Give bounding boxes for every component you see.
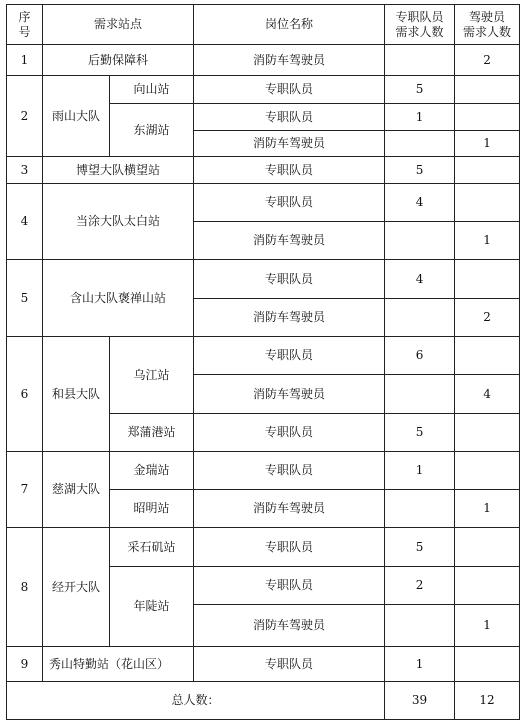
station-cell: 东湖站 — [110, 104, 194, 157]
total-label: 总人数： — [7, 682, 385, 720]
position-cell: 消防车驾驶员 — [194, 131, 385, 157]
firefighter-count-cell: 6 — [385, 337, 455, 375]
firefighter-count-cell — [385, 299, 455, 337]
firefighter-count-cell: 1 — [385, 452, 455, 490]
station-cell: 金瑞站 — [110, 452, 194, 490]
firefighter-count-cell — [385, 490, 455, 528]
firefighter-count-cell — [385, 605, 455, 647]
driver-count-cell — [455, 528, 520, 567]
station-cell: 含山大队褒禅山站 — [43, 260, 194, 337]
header-seq: 序 号 — [7, 5, 43, 45]
brigade-cell: 雨山大队 — [43, 76, 110, 157]
brigade-cell: 和县大队 — [43, 337, 110, 452]
brigade-cell: 慈湖大队 — [43, 452, 110, 528]
station-cell: 后勤保障科 — [43, 45, 194, 76]
driver-count-cell — [455, 184, 520, 222]
station-cell: 秀山特勤站（花山区） — [43, 647, 194, 682]
firefighter-count-cell — [385, 45, 455, 76]
position-cell: 专职队员 — [194, 76, 385, 104]
total-driver-count: 12 — [455, 682, 520, 720]
table-row — [7, 452, 520, 490]
driver-count-cell: 2 — [455, 299, 520, 337]
table-row — [7, 45, 520, 76]
position-cell: 专职队员 — [194, 567, 385, 605]
station-cell: 昭明站 — [110, 490, 194, 528]
station-cell: 当涂大队太白站 — [43, 184, 194, 260]
driver-count-cell: 4 — [455, 375, 520, 414]
firefighter-count-cell — [385, 375, 455, 414]
table-row — [7, 157, 520, 184]
seq-cell: 6 — [7, 337, 43, 452]
driver-count-cell: 1 — [455, 605, 520, 647]
seq-cell: 1 — [7, 45, 43, 76]
firefighter-count-cell: 2 — [385, 567, 455, 605]
station-cell: 采石矶站 — [110, 528, 194, 567]
station-cell: 博望大队横望站 — [43, 157, 194, 184]
firefighter-count-cell: 4 — [385, 184, 455, 222]
position-cell: 专职队员 — [194, 647, 385, 682]
position-cell: 消防车驾驶员 — [194, 299, 385, 337]
driver-count-cell: 2 — [455, 45, 520, 76]
table-row — [7, 647, 520, 682]
position-cell: 专职队员 — [194, 157, 385, 184]
brigade-cell: 经开大队 — [43, 528, 110, 647]
position-cell: 专职队员 — [194, 337, 385, 375]
total-firefighter-count: 39 — [385, 682, 455, 720]
driver-count-cell: 1 — [455, 490, 520, 528]
table-row — [7, 260, 520, 299]
driver-count-cell: 1 — [455, 131, 520, 157]
recruitment-table — [6, 4, 520, 720]
total-row — [7, 682, 520, 720]
station-cell: 向山站 — [110, 76, 194, 104]
driver-count-cell — [455, 647, 520, 682]
position-cell: 消防车驾驶员 — [194, 490, 385, 528]
firefighter-count-cell: 5 — [385, 157, 455, 184]
driver-count-cell — [455, 452, 520, 490]
table-row — [7, 184, 520, 222]
header-driver-count: 驾驶员 需求人数 — [455, 5, 520, 45]
driver-count-cell — [455, 76, 520, 104]
position-cell: 专职队员 — [194, 184, 385, 222]
seq-cell: 9 — [7, 647, 43, 682]
firefighter-count-cell: 4 — [385, 260, 455, 299]
position-cell: 专职队员 — [194, 104, 385, 131]
table-row — [7, 76, 520, 104]
position-cell: 专职队员 — [194, 452, 385, 490]
header-firefighter-count: 专职队员 需求人数 — [385, 5, 455, 45]
driver-count-cell: 1 — [455, 222, 520, 260]
station-cell: 乌江站 — [110, 337, 194, 414]
table-row — [7, 337, 520, 375]
station-cell: 郑蒲港站 — [110, 414, 194, 452]
seq-cell: 3 — [7, 157, 43, 184]
firefighter-count-cell: 1 — [385, 104, 455, 131]
firefighter-count-cell: 1 — [385, 647, 455, 682]
station-cell: 年陡站 — [110, 567, 194, 647]
seq-cell: 8 — [7, 528, 43, 647]
firefighter-count-cell: 5 — [385, 528, 455, 567]
table-row — [7, 528, 520, 567]
header-station: 需求站点 — [43, 5, 194, 45]
seq-cell: 2 — [7, 76, 43, 157]
seq-cell: 7 — [7, 452, 43, 528]
firefighter-count-cell: 5 — [385, 414, 455, 452]
driver-count-cell — [455, 337, 520, 375]
position-cell: 消防车驾驶员 — [194, 222, 385, 260]
seq-cell: 4 — [7, 184, 43, 260]
position-cell: 专职队员 — [194, 260, 385, 299]
header-row — [7, 5, 520, 45]
position-cell: 消防车驾驶员 — [194, 45, 385, 76]
driver-count-cell — [455, 157, 520, 184]
firefighter-count-cell — [385, 222, 455, 260]
driver-count-cell — [455, 567, 520, 605]
header-position: 岗位名称 — [194, 5, 385, 45]
seq-cell: 5 — [7, 260, 43, 337]
firefighter-count-cell: 5 — [385, 76, 455, 104]
position-cell: 专职队员 — [194, 528, 385, 567]
driver-count-cell — [455, 414, 520, 452]
firefighter-count-cell — [385, 131, 455, 157]
position-cell: 消防车驾驶员 — [194, 375, 385, 414]
driver-count-cell — [455, 104, 520, 131]
position-cell: 消防车驾驶员 — [194, 605, 385, 647]
position-cell: 专职队员 — [194, 414, 385, 452]
driver-count-cell — [455, 260, 520, 299]
